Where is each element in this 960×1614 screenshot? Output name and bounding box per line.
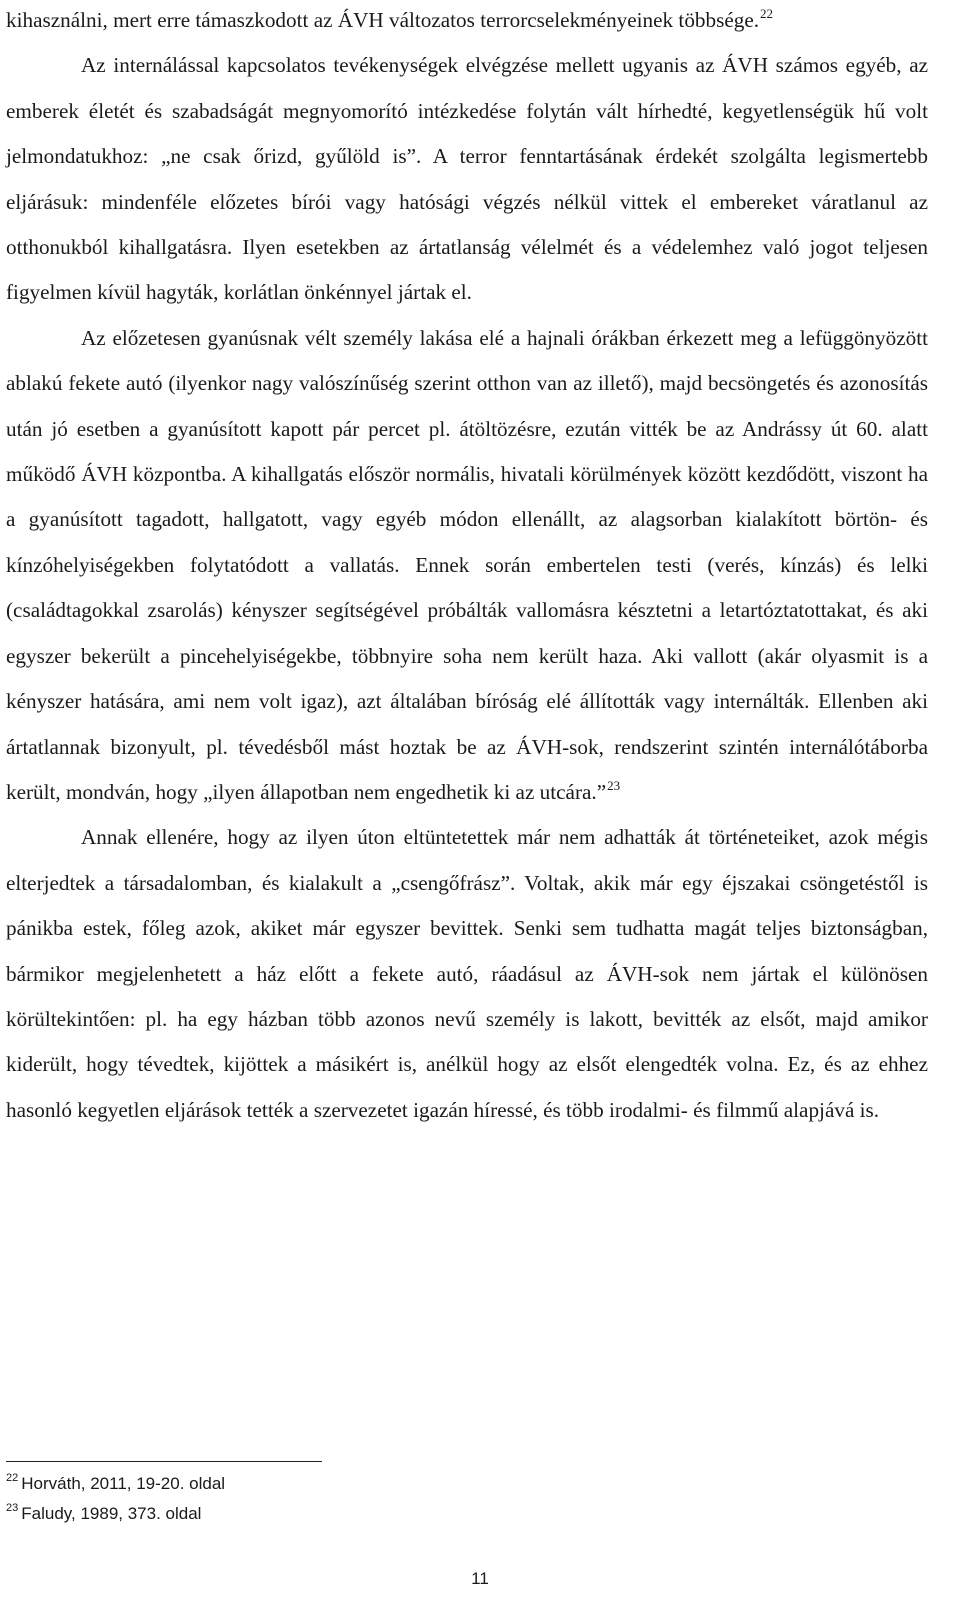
paragraph-1-text: kihasználni, mert erre támaszkodott az ÁVH változatos terrorcselekményeinek többsége. — [6, 8, 760, 32]
footnote-number: 22 — [6, 1472, 19, 1484]
paragraph-3 — [6, 316, 928, 815]
paragraph-1 — [6, 0, 928, 43]
footnote-text: Faludy, 1989, 373. oldal — [21, 1504, 202, 1523]
footnote-22 — [6, 1470, 225, 1500]
footnote-ref-22[interactable]: 22 — [760, 6, 774, 21]
paragraph-3-text: Az előzetesen gyanúsnak vélt személy lakása elé a hajnali órákban érkezett meg a lefüggönyözött ablakú fekete autó (ilyenkor nagy valószínűség szerint otthon van az illető), majd becsöngetés és azonosítás után jó esetben a gyanúsított kapott pár percet pl. átöltözésre, ezután vitték be az Andrássy út 60. alatt működő ÁVH központba. A kihallgatás először normális, hivatali körülmények között kezdődött, viszont ha a gyanúsított tagadott, hallgatott, vagy egyéb módon ellenállt, az alagsorban kialakított börtön- és kínzóhelyiségekben folytatódott a vallatás. Ennek során embertelen testi (verés, kínzás) és lelki (családtagokkal zsarolás) kényszer segítségével próbálták vallomásra késztetni a letartóztatottakat, és aki egyszer bekerült a pincehelyiségekbe, többnyire soha nem került haza. Aki vallott (akár olyasmit is a kényszer hatására, ami nem volt igaz), azt általában bíróság elé állították vagy internálták. Ellenben aki ártatlannak bizonyult, pl. tévedésből mást hoztak be az ÁVH-sok, rendszerint szintén internálótáborba került, mondván, hogy „ilyen állapotban nem engedhetik ki az utcára.” — [6, 325, 928, 804]
footnote-23 — [6, 1500, 225, 1530]
body-text — [6, 0, 928, 1133]
page-number: 11 — [471, 1569, 489, 1588]
footnote-number: 23 — [6, 1502, 19, 1514]
paragraph-4 — [6, 815, 928, 1133]
paragraph-4-text: Annak ellenére, hogy az ilyen úton eltüntetettek már nem adhatták át történeteiket, azok mégis elterjedtek a társadalomban, és kialakult a „csengőfrász”. Voltak, akik már egy éjszakai csöngetéstől is pánikba estek, főleg azok, akiket már egyszer bevittek. Senki sem tudhatta magát teljes biztonságban, bármikor megjelenhetett a ház előtt a fekete autó, ráadásul az ÁVH-sok nem jártak el különösen körültekintően: pl. ha egy házban több azonos nevű személy is lakott, bevitték az elsőt, majd amikor kiderült, hogy tévedtek, kijöttek a másikért is, anélkül hogy az elsőt elengedték volna. Ez, és az ehhez hasonló kegyetlen eljárások tették a szervezetet igazán híressé, és több irodalmi- és filmmű alapjává is. — [6, 825, 928, 1122]
footnote-ref-23[interactable]: 23 — [607, 777, 621, 793]
paragraph-2-text: Az internálással kapcsolatos tevékenységek elvégzése mellett ugyanis az ÁVH számos egyéb, az emberek életét és szabadságát megnyomorító intézkedése folytán vált hírhedté, kegyetlenségük hű volt jelmondatukhoz: „ne csak őrizd, gyűlöld is”. A terror fenntartásának érdekét szolgálta legismertebb eljárásuk: mindenféle előzetes bírói vagy hatósági végzés nélkül vittek el embereket váratlanul az otthonukból kihallgatásra. Ilyen esetekben az ártatlanság vélelmét és a védelemhez való jogot teljesen figyelmen kívül hagyták, korlátlan önkénnyel jártak el. — [6, 53, 928, 305]
footnote-text: Horváth, 2011, 19-20. oldal — [21, 1474, 226, 1493]
footnote-separator — [6, 1461, 322, 1462]
footnotes — [6, 1470, 225, 1530]
paragraph-2 — [6, 43, 928, 315]
